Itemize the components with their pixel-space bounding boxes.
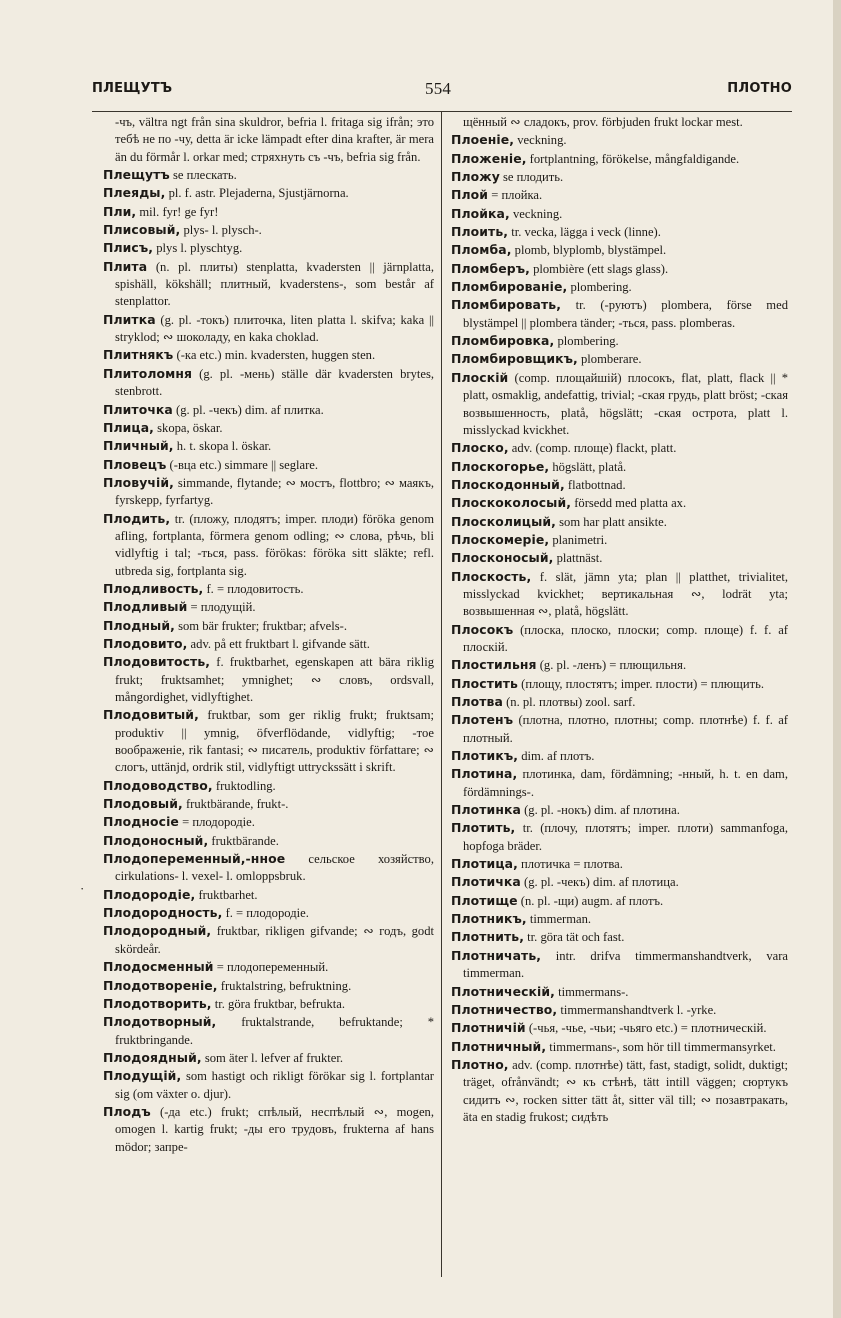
entry-headword: Плотикъ, xyxy=(451,748,519,764)
entry-definition: plombière (ett slags glass). xyxy=(529,261,669,276)
entry-definition: timmermans-. xyxy=(554,984,629,999)
entry-definition: plys l. plyschtyg. xyxy=(153,241,243,256)
entry-definition: (плоска, плоско, плоски; comp. площе) f. f. af плоскій. xyxy=(463,622,788,654)
entry-headword: Плеяды, xyxy=(103,185,166,201)
left-guide-word: ПЛЕЩУТЪ xyxy=(92,81,173,96)
entry-headword: Плотенъ xyxy=(451,712,514,728)
entry-headword: Плиточка xyxy=(103,401,173,417)
column-divider xyxy=(441,112,442,1277)
dictionary-entry xyxy=(451,910,788,928)
entry-definition: плотинка, dam, fördämning; -нный, h. t. en dam, fördämnings-. xyxy=(463,767,788,799)
entry-headword: Плодъ xyxy=(103,1103,151,1119)
dictionary-entry xyxy=(103,958,434,976)
entry-headword: Плодущій, xyxy=(103,1068,182,1084)
entry-definition: plomb, blyplomb, blystämpel. xyxy=(511,243,667,258)
entry-definition: adv. på ett fruktbart l. gifvande sätt. xyxy=(187,636,370,651)
entry-headword: Плотинка xyxy=(451,802,521,818)
entry-headword: Плисовый, xyxy=(103,222,181,238)
entry-headword: Плодить, xyxy=(103,510,171,526)
dictionary-entry xyxy=(451,350,788,368)
dictionary-entry xyxy=(451,131,788,149)
dictionary-entry xyxy=(451,278,788,296)
dictionary-entry xyxy=(451,855,788,873)
dictionary-entry xyxy=(103,598,434,616)
dictionary-entry xyxy=(451,439,788,457)
dictionary-entry xyxy=(451,513,788,531)
entry-headword: Плосокъ xyxy=(451,621,514,637)
entry-headword: Плойка, xyxy=(451,205,510,221)
dictionary-entry xyxy=(451,765,788,801)
entry-headword: Плодливость, xyxy=(103,580,204,596)
entry-definition: (n. pl. плиты) stenplatta, kvadersten || järnplatta, spishäll, kökshäll; плитный, kvaderstens-, som består af stenplattor. xyxy=(115,259,434,309)
entry-definition: plomberare. xyxy=(577,352,642,367)
dictionary-entry xyxy=(103,401,434,419)
entry-headword: Плитнякъ xyxy=(103,347,174,363)
entry-definition: (g. pl. -ленъ) = плющильня. xyxy=(536,658,687,673)
entry-definition: f. = плодовитость. xyxy=(203,581,304,596)
entry-headword: Плотичка xyxy=(451,874,521,890)
dictionary-entry xyxy=(451,369,788,439)
entry-definition: timmerman. xyxy=(526,912,592,927)
entry-headword: Плодовитый, xyxy=(103,707,199,723)
entry-headword: Плодовый, xyxy=(103,796,183,812)
entry-headword: Плоскодонный, xyxy=(451,476,565,492)
entry-definition: плотичка = плотва. xyxy=(517,857,623,872)
entry-headword: Плоскогорье, xyxy=(451,458,550,474)
dictionary-entry xyxy=(451,656,788,674)
dictionary-entry xyxy=(451,260,788,278)
entry-headword: Пломбировка, xyxy=(451,333,555,349)
entry-headword: Пловучій, xyxy=(103,474,174,490)
dictionary-entry xyxy=(103,510,434,580)
dictionary-entry xyxy=(103,311,434,347)
entry-headword: Плодовитость, xyxy=(103,654,211,670)
entry-definition: tr. (-руютъ) plombera, förse med blystämpel || plombera tänder; -ться, pass. plomberas. xyxy=(463,298,788,330)
entry-definition: (-чья, -чье, -чьи; -чьяго etc.) = плотническій. xyxy=(525,1021,767,1036)
dictionary-entry xyxy=(451,819,788,855)
dictionary-entry xyxy=(451,332,788,350)
dictionary-entry xyxy=(451,693,788,711)
entry-headword: Пломберъ, xyxy=(451,260,530,276)
entry-definition: (g. pl. -мень) ställe där kvadersten brytes, stenbrott. xyxy=(115,366,434,399)
entry-headword: Плита xyxy=(103,258,148,274)
entry-definition: (n. pl. -щи) augm. af плотъ. xyxy=(517,893,664,908)
entry-definition: (-да etc.) frukt; спѣлый, неспѣлый ∾, mogen, omogen l. kartig frukt; -ды его трудовъ, frukterna af hans mödor; запре- xyxy=(115,1104,434,1154)
dictionary-entry xyxy=(103,1067,434,1103)
entry-headword: Плодосменный xyxy=(103,959,214,975)
entry-headword: Плотище xyxy=(451,892,518,908)
entry-headword: Плитоломня xyxy=(103,365,193,381)
dictionary-entry xyxy=(451,568,788,621)
entry-headword: Плоскость, xyxy=(451,568,532,584)
entry-definition: veckning. xyxy=(514,133,567,148)
entry-headword: Плотничество, xyxy=(451,1001,558,1017)
entry-definition: försedd med platta ax. xyxy=(571,496,687,511)
dictionary-entry xyxy=(103,813,434,831)
entry-headword: Плотнить, xyxy=(451,929,525,945)
entry-headword: Плой xyxy=(451,187,489,203)
entry-headword: Плотникъ, xyxy=(451,911,527,927)
entry-headword: Пли, xyxy=(103,203,137,219)
dictionary-entry xyxy=(451,747,788,765)
dictionary-entry xyxy=(103,221,434,239)
dictionary-entry xyxy=(103,832,434,850)
entry-definition: fortplantning, förökelse, mångfaldigande. xyxy=(526,151,740,166)
entry-headword: Плотина, xyxy=(451,766,518,782)
entry-definition: timmermanshandtverk l. -yrke. xyxy=(557,1002,717,1017)
dictionary-entry xyxy=(103,1103,434,1156)
dictionary-entry xyxy=(451,621,788,657)
entry-definition: veckning. xyxy=(509,206,563,221)
entry-definition: fruktodling. xyxy=(212,778,276,793)
entry-definition: som äter l. lefver af frukter. xyxy=(201,1050,343,1065)
page-header xyxy=(92,80,792,100)
entry-definition: fruktalstrande, befruktande; * fruktbringande. xyxy=(115,1015,434,1047)
dictionary-entry xyxy=(451,675,788,693)
page-number: 554 xyxy=(425,79,452,98)
dictionary-entry xyxy=(451,892,788,910)
entry-headword: Пложу xyxy=(451,169,500,185)
header-rule xyxy=(92,111,792,112)
entry-definition: adv. (comp. плотнѣе) tätt, fast, stadigt, solidt, duktigt; träget, ofrånvändt; ∾ къ стѣнѣ, tätt intill väggen; сюртукъ сидитъ ∾, rocken sitter tätt åt, sitter väl till; ∾ позавтракать, äta en stadig frukost; сидѣть xyxy=(463,1057,788,1124)
entry-definition: pl. f. astr. Plejaderna, Sjustjärnorna. xyxy=(165,186,349,201)
entry-definition: flatbottnad. xyxy=(564,477,626,492)
entry-definition: f. fruktbarhet, egenskapen att bära riklig frukt; fruktsamhet; ymnighet; ∾ словъ, ordsvall, mångordighet, vidlyftighet. xyxy=(115,655,434,704)
dictionary-entry xyxy=(103,346,434,364)
dictionary-entry xyxy=(103,617,434,635)
dictionary-entry xyxy=(103,419,434,437)
dictionary-entry xyxy=(103,580,434,598)
dictionary-entry xyxy=(451,205,788,223)
entry-definition: (comp. площайшій) плосокъ, flat, platt, flack || * platt, osmaklig, andefattig, trivial; -ская грудь, platt bröst; -ская возвышенность, platå, högslätt; -ская острота, platt l. misslyckad kvickhet. xyxy=(463,370,788,437)
right-column xyxy=(451,114,788,1126)
entry-definition: som hastigt och rikligt förökar sig l. fortplantar sig (om växter o. djur). xyxy=(115,1069,434,1101)
dictionary-entry xyxy=(103,777,434,795)
dictionary-entry xyxy=(451,801,788,819)
entry-definition: intr. drifva timmermanshandtverk, vara timmerman. xyxy=(463,948,788,981)
entry-headword: Плостильня xyxy=(451,657,537,673)
entry-definition: tr. göra fruktbar, befrukta. xyxy=(211,996,346,1011)
entry-headword: Плотничать, xyxy=(451,947,542,963)
entry-definition: planimetri. xyxy=(549,532,608,547)
entry-definition: = плодущій. xyxy=(187,600,256,615)
entry-headword: Пломбировщикъ, xyxy=(451,351,578,367)
entry-definition: timmermans-, som hör till timmermansyrket. xyxy=(546,1039,776,1054)
dictionary-entry xyxy=(103,456,434,474)
dictionary-entry xyxy=(451,494,788,512)
dictionary-entry xyxy=(103,886,434,904)
entry-headword: Плотничій xyxy=(451,1020,526,1036)
entry-headword: Плоеніе, xyxy=(451,132,515,148)
entry-headword: Плосколицый, xyxy=(451,513,556,529)
entry-definition: сельское хозяйство, cirkulations- l. vexel- l. omloppsbruk. xyxy=(115,852,434,884)
entry-headword: Плодопеременный,-нное xyxy=(103,851,286,867)
dictionary-entry xyxy=(103,114,434,166)
entry-definition: fruktbärande. xyxy=(208,833,279,848)
entry-headword: Плодовито, xyxy=(103,635,188,651)
entry-headword: Плица, xyxy=(103,419,154,435)
entry-definition: tr. (плочу, плотятъ; imper. плоти) sammanfoga, hopfoga bräder. xyxy=(463,821,788,853)
dictionary-entry xyxy=(103,995,434,1013)
entry-headword: Плодотвореніе, xyxy=(103,977,218,993)
entry-headword: Плодородный, xyxy=(103,923,212,939)
entry-headword: Плитка xyxy=(103,311,156,327)
entry-headword: Плосконосый, xyxy=(451,550,554,566)
entry-headword: Плотническій, xyxy=(451,983,555,999)
entry-definition: adv. (comp. площе) flackt, platt. xyxy=(508,441,677,456)
dictionary-entry xyxy=(451,711,788,747)
entry-headword: Пломбированіе, xyxy=(451,279,568,295)
entry-headword: Плодоядный, xyxy=(103,1049,202,1065)
dictionary-entry xyxy=(451,531,788,549)
page-edge xyxy=(833,0,841,1318)
entry-headword: Пломбировать, xyxy=(451,297,562,313)
entry-definition: fruktbar, rikligen gifvande; ∾ годъ, godt skördeår. xyxy=(115,924,434,956)
entry-headword: Плодносіе xyxy=(103,814,179,830)
entry-definition: fruktbarhet. xyxy=(195,887,258,902)
entry-definition: se плодить. xyxy=(499,170,564,185)
dictionary-entry xyxy=(451,186,788,204)
dictionary-entry xyxy=(103,203,434,221)
entry-headword: Плотва xyxy=(451,694,503,709)
entry-definition: (g. pl. -чекъ) dim. af плотица. xyxy=(520,875,679,890)
entry-headword: Плодливый xyxy=(103,599,188,615)
entry-headword: Плодородность, xyxy=(103,905,223,921)
entry-headword: Плоско, xyxy=(451,440,509,456)
entry-headword: Плоскомеріе, xyxy=(451,531,550,547)
entry-headword: Плотица, xyxy=(451,856,518,872)
entry-definition: fruktbar, som ger riklig frukt; fruktsam; produktiv || ymnig, öfverflödande, vidlyftig; -тое воображеніе, rik fantasi; ∾ писатель, produktiv författare; ∾ слогъ, uttänjd, ordrik stil, vidlyftigt uttryckssätt i skrift. xyxy=(115,708,434,775)
dictionary-entry xyxy=(103,239,434,257)
entry-headword: Пличный, xyxy=(103,438,174,454)
dictionary-entry xyxy=(103,635,434,653)
entry-definition: (n. pl. плотвы) zool. sarf. xyxy=(502,695,636,709)
entry-headword: Пложеніе, xyxy=(451,150,527,166)
entry-headword: Плотничный, xyxy=(451,1038,547,1054)
dictionary-entry xyxy=(103,653,434,706)
dictionary-entry xyxy=(451,1038,788,1056)
dictionary-entry xyxy=(103,850,434,886)
dictionary-entry xyxy=(103,365,434,401)
entry-definition: -чъ, vältra ngt från sina skuldror, befria l. fritaga sig ifrån; это тебѣ не по -чу, detta är icke lämpadt efter dina krafter, är mera än du förmår l. orkar med; стряхнуть съ -чъ, befria sig från. xyxy=(115,115,434,164)
dictionary-entry xyxy=(103,706,434,776)
dictionary-entry xyxy=(451,458,788,476)
entry-definition: skopa, öskar. xyxy=(153,420,223,435)
entry-definition: dim. af плотъ. xyxy=(518,749,595,764)
entry-definition: mil. fyr! ge fyr! xyxy=(136,204,219,219)
entry-definition: h. t. skopa l. öskar. xyxy=(173,439,272,454)
dictionary-entry xyxy=(451,549,788,567)
entry-headword: Плисъ, xyxy=(103,240,154,256)
entry-definition: högslätt, platå. xyxy=(549,459,627,474)
dictionary-entry xyxy=(103,1013,434,1049)
entry-definition: plombering. xyxy=(554,334,619,349)
entry-headword: Плодотворить, xyxy=(103,995,212,1011)
entry-definition: plattnäst. xyxy=(553,551,603,566)
entry-definition: tr. vecka, lägga i veck (linne). xyxy=(508,225,661,240)
entry-definition: fruktalstring, befruktning. xyxy=(217,978,352,993)
dictionary-entry xyxy=(451,983,788,1001)
dictionary-entry xyxy=(451,1056,788,1126)
margin-mark: · xyxy=(80,881,85,896)
entry-headword: Плотно, xyxy=(451,1056,509,1072)
entry-headword: Плостить xyxy=(451,675,518,691)
entry-headword: Пловецъ xyxy=(103,456,167,472)
entry-definition: щённый ∾ сладокъ, prov. förbjuden frukt lockar mest. xyxy=(463,115,743,129)
dictionary-entry xyxy=(103,184,434,202)
entry-headword: Плотить, xyxy=(451,820,516,836)
entry-definition: (g. pl. -нокъ) dim. af плотина. xyxy=(520,803,680,818)
entry-definition: se плескать. xyxy=(169,168,237,183)
dictionary-entry xyxy=(103,922,434,958)
entry-headword: Плодородіе, xyxy=(103,886,196,902)
dictionary-entry xyxy=(103,474,434,510)
entry-headword: Плодоводство, xyxy=(103,777,213,793)
dictionary-entry xyxy=(103,166,434,184)
entry-definition: plombering. xyxy=(567,280,632,295)
right-guide-word: ПЛОТНО xyxy=(727,81,792,96)
entry-headword: Плодоносный, xyxy=(103,832,209,848)
entry-definition: tr. (пложу, плодятъ; imper. плоди) föröka genom afling, fortplanta, förmera genom odling; ∾ слова, рѣчь, bli vidlyftig i tal; -ться, pass. förökas: föröka sitt släkte; refl. utbreda sig, fortplanta sig. xyxy=(115,511,434,578)
entry-definition: (площу, плостятъ; imper. плости) = плющить. xyxy=(517,676,764,691)
entry-definition: f. slät, jämn yta; plan || platthet, trivialitet, misslyckad kvickhet; вертикальная ∾, lodrät yta; возвышенная ∾, platå, högslätt. xyxy=(463,569,788,619)
entry-definition: tr. göra tät och fast. xyxy=(524,930,625,945)
dictionary-entry xyxy=(103,904,434,922)
entry-headword: Плоскій xyxy=(451,369,509,385)
dictionary-entry xyxy=(103,437,434,455)
dictionary-entry xyxy=(103,258,434,311)
entry-headword: Плодный, xyxy=(103,617,175,633)
entry-headword: Плещутъ xyxy=(103,167,170,183)
dictionary-entry xyxy=(451,296,788,332)
dictionary-entry xyxy=(103,795,434,813)
entry-definition: (-ка etc.) min. kvadersten, huggen sten. xyxy=(173,348,376,363)
dictionary-entry xyxy=(451,947,788,983)
dictionary-entry xyxy=(451,928,788,946)
entry-definition: (g. pl. -чекъ) dim. af плитка. xyxy=(172,402,324,417)
entry-definition: som har platt ansikte. xyxy=(555,514,667,529)
entry-definition: fruktbärande, frukt-. xyxy=(182,797,289,812)
entry-headword: Плоскоколосый, xyxy=(451,495,572,511)
entry-definition: = плодопеременный. xyxy=(213,960,329,975)
entry-definition: som bär frukter; fruktbar; afvels-. xyxy=(174,618,347,633)
entry-headword: Плоить, xyxy=(451,224,509,240)
entry-definition: (плотна, плотно, плотны; comp. плотнѣе) f. f. af плотный. xyxy=(463,713,788,745)
dictionary-entry xyxy=(451,1019,788,1037)
dictionary-entry xyxy=(451,241,788,259)
dictionary-entry xyxy=(451,476,788,494)
entry-definition: plys- l. plysch-. xyxy=(180,223,262,238)
dictionary-entry xyxy=(451,150,788,168)
dictionary-entry xyxy=(451,168,788,186)
dictionary-entry xyxy=(451,223,788,241)
entry-definition: = плодородіе. xyxy=(178,815,255,830)
dictionary-entry xyxy=(103,1049,434,1067)
dictionary-entry xyxy=(451,1001,788,1019)
entry-definition: = плойка. xyxy=(488,188,543,203)
entry-definition: f. = плодородіе. xyxy=(222,906,309,921)
left-column xyxy=(103,114,434,1156)
entry-headword: Пломба, xyxy=(451,242,512,258)
entry-definition: (-вца etc.) simmare || seglare. xyxy=(166,457,319,472)
dictionary-entry xyxy=(103,977,434,995)
entry-definition: (g. pl. -токъ) плиточка, liten platta l. skifva; kaka || stryklod; ∾ шоколаду, en kaka choklad. xyxy=(115,312,434,345)
entry-definition: simmande, flytande; ∾ мостъ, flottbro; ∾ маякъ, fyrskepp, fyrfartyg. xyxy=(115,475,434,508)
dictionary-entry xyxy=(451,114,788,131)
dictionary-entry xyxy=(451,873,788,891)
entry-headword: Плодотворный, xyxy=(103,1014,217,1030)
